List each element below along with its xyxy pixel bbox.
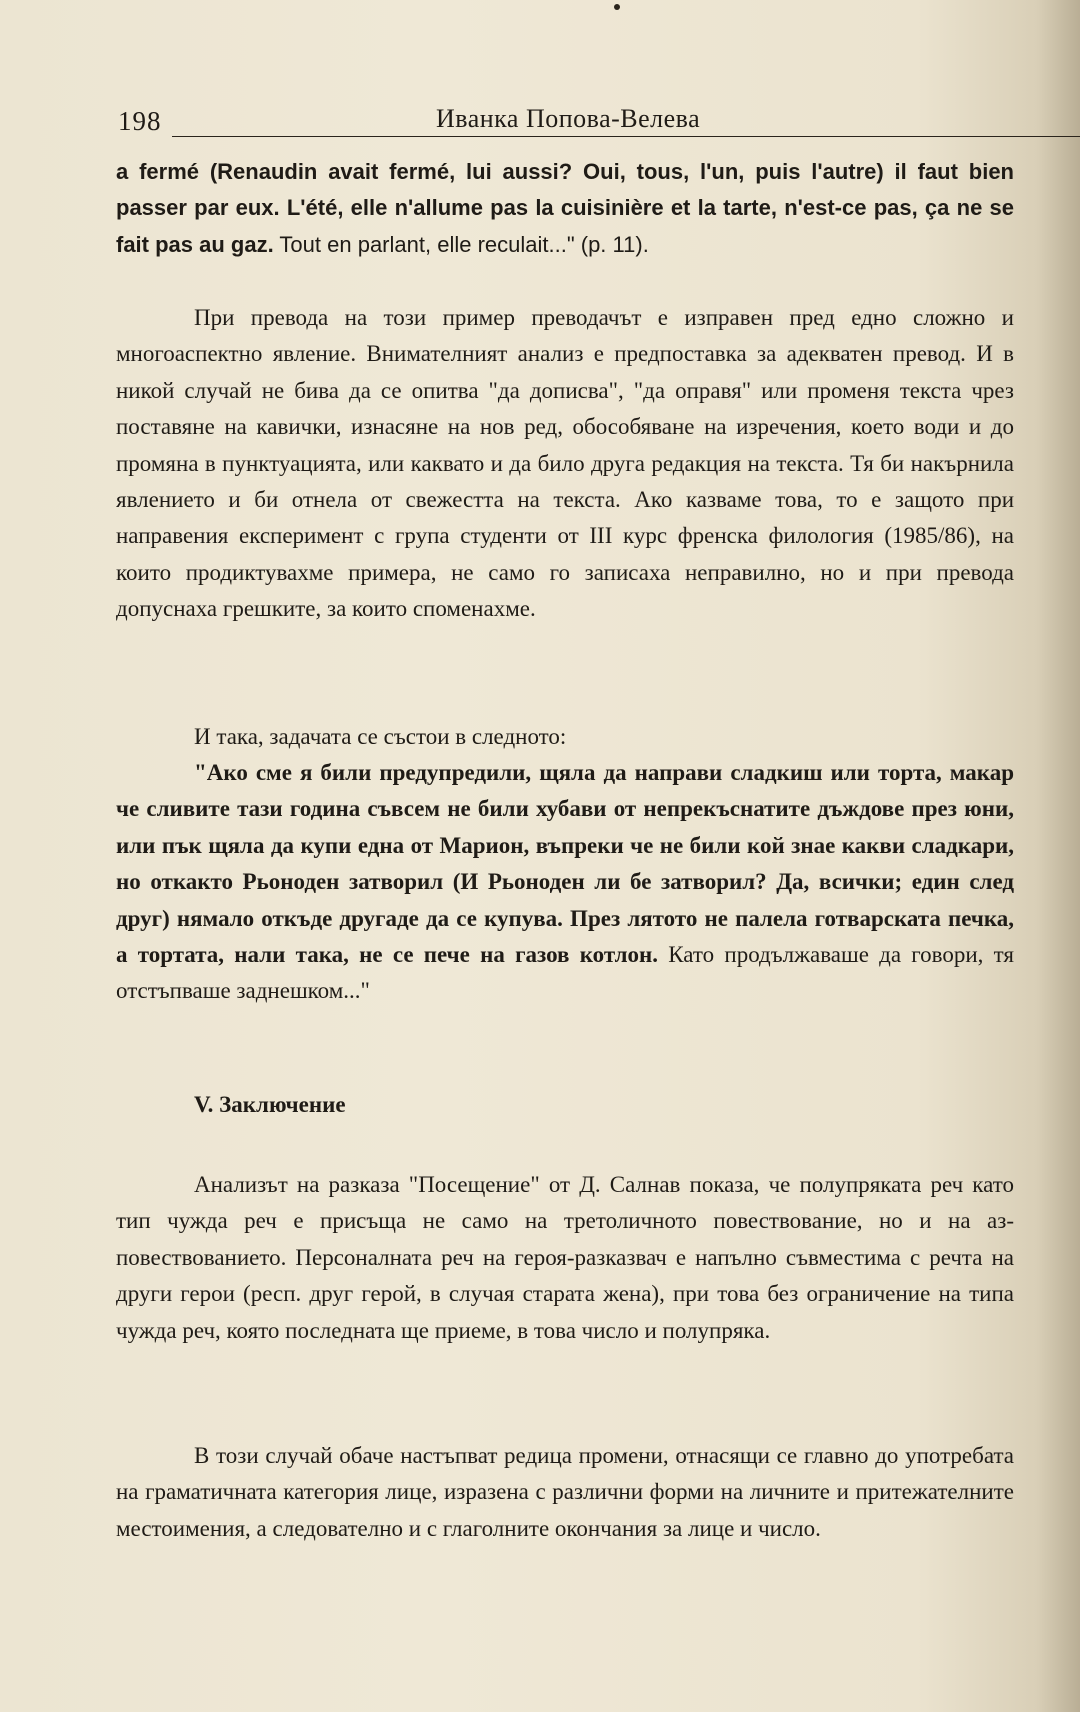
running-header xyxy=(118,106,1018,140)
paragraph-translation-analysis: При превода на този пример преводачът е изправен пред едно сложно и многоаспектно явление. Внимателният анализ е предпоставка за адекватен превод. И в никой случай не бива да се опитва "да дописва", "да оправя" или променя текста чрез поставяне на кавички, изнасяне на нов ред, обособяване на изречения, което води и до промяна в пунктуацията, или каквато и да било друга редакция на текста. Тя би накърнила явлението и би отнела от свежестта на текста. Ако казваме това, то е защото при направения експеримент с група студенти от III курс френска филология (1985/86), на които продиктувахме примера, не само го записаха неправилно, но и при превода допуснаха грешките, за които споменахме. xyxy=(116,305,1014,622)
translation-normal: Като продължаваше да говори, тя отстъпваше заднешком..." xyxy=(116,942,1015,1004)
paragraph-conclusion-1: Анализът на разказа "Посещение" от Д. Салнав показа, че полупряката реч като тип чужда реч е присъща не само на третоличното повествование, но и на аз-повествованието. Персоналната реч на героя-разказвач е напълно съвместима с речта на други герои (респ. друг герой, в случая старата жена), при това без ограничение на типа чужда реч, която последната ще приеме, в това число и полупряка. xyxy=(116,1172,1014,1343)
header-rule xyxy=(172,136,1080,137)
paragraph-task-intro: И така, задачата се състои в следното: xyxy=(194,724,567,749)
paragraph-french-quote xyxy=(116,154,1014,263)
french-quote-normal: Tout en parlant, elle reculait..." (p. 11). xyxy=(273,231,649,257)
paragraph-conclusion-2: В този случай обаче настъпват редица промени, отнасящи се главно до употребата на граматичната категория лице, изразена с различни форми на личните и притежателните местоимения, а следователно и с глаголните окончания за лице и число. xyxy=(116,1443,1014,1541)
ink-dot xyxy=(614,4,620,10)
page-number: 198 xyxy=(118,106,162,136)
translation-bold: "Ако сме я били предупредили, щяла да направи сладкиш или торта, макар че сливите тази година съвсем не били хубави от непрекъснатите дъждове през юни, или пък щяла да купи една от Марион, въпреки че не били кой знае какви сладкари, но откакто Рьоноден затворил (И Рьоноден ли бе затворил? Да, всички; един след друг) нямало откъде другаде да се купува. През лятото не палела готварската печка, а тортата, нали така, не се пече на газов котлон. xyxy=(116,760,1014,968)
section-heading: V. Заключение xyxy=(194,1092,346,1117)
paragraph-bulgarian-translation xyxy=(116,755,1014,1010)
running-title: Иванка Попова-Велева xyxy=(436,104,701,133)
french-quote-bold: a fermé (Renaudin avait fermé, lui aussi? Oui, tous, l'un, puis l'autre) il faut bien passer par eux. L'été, elle n'allume pas la cuisinière et la tarte, n'est-ce pas, ça ne se fait pas au gaz. xyxy=(116,159,1014,257)
